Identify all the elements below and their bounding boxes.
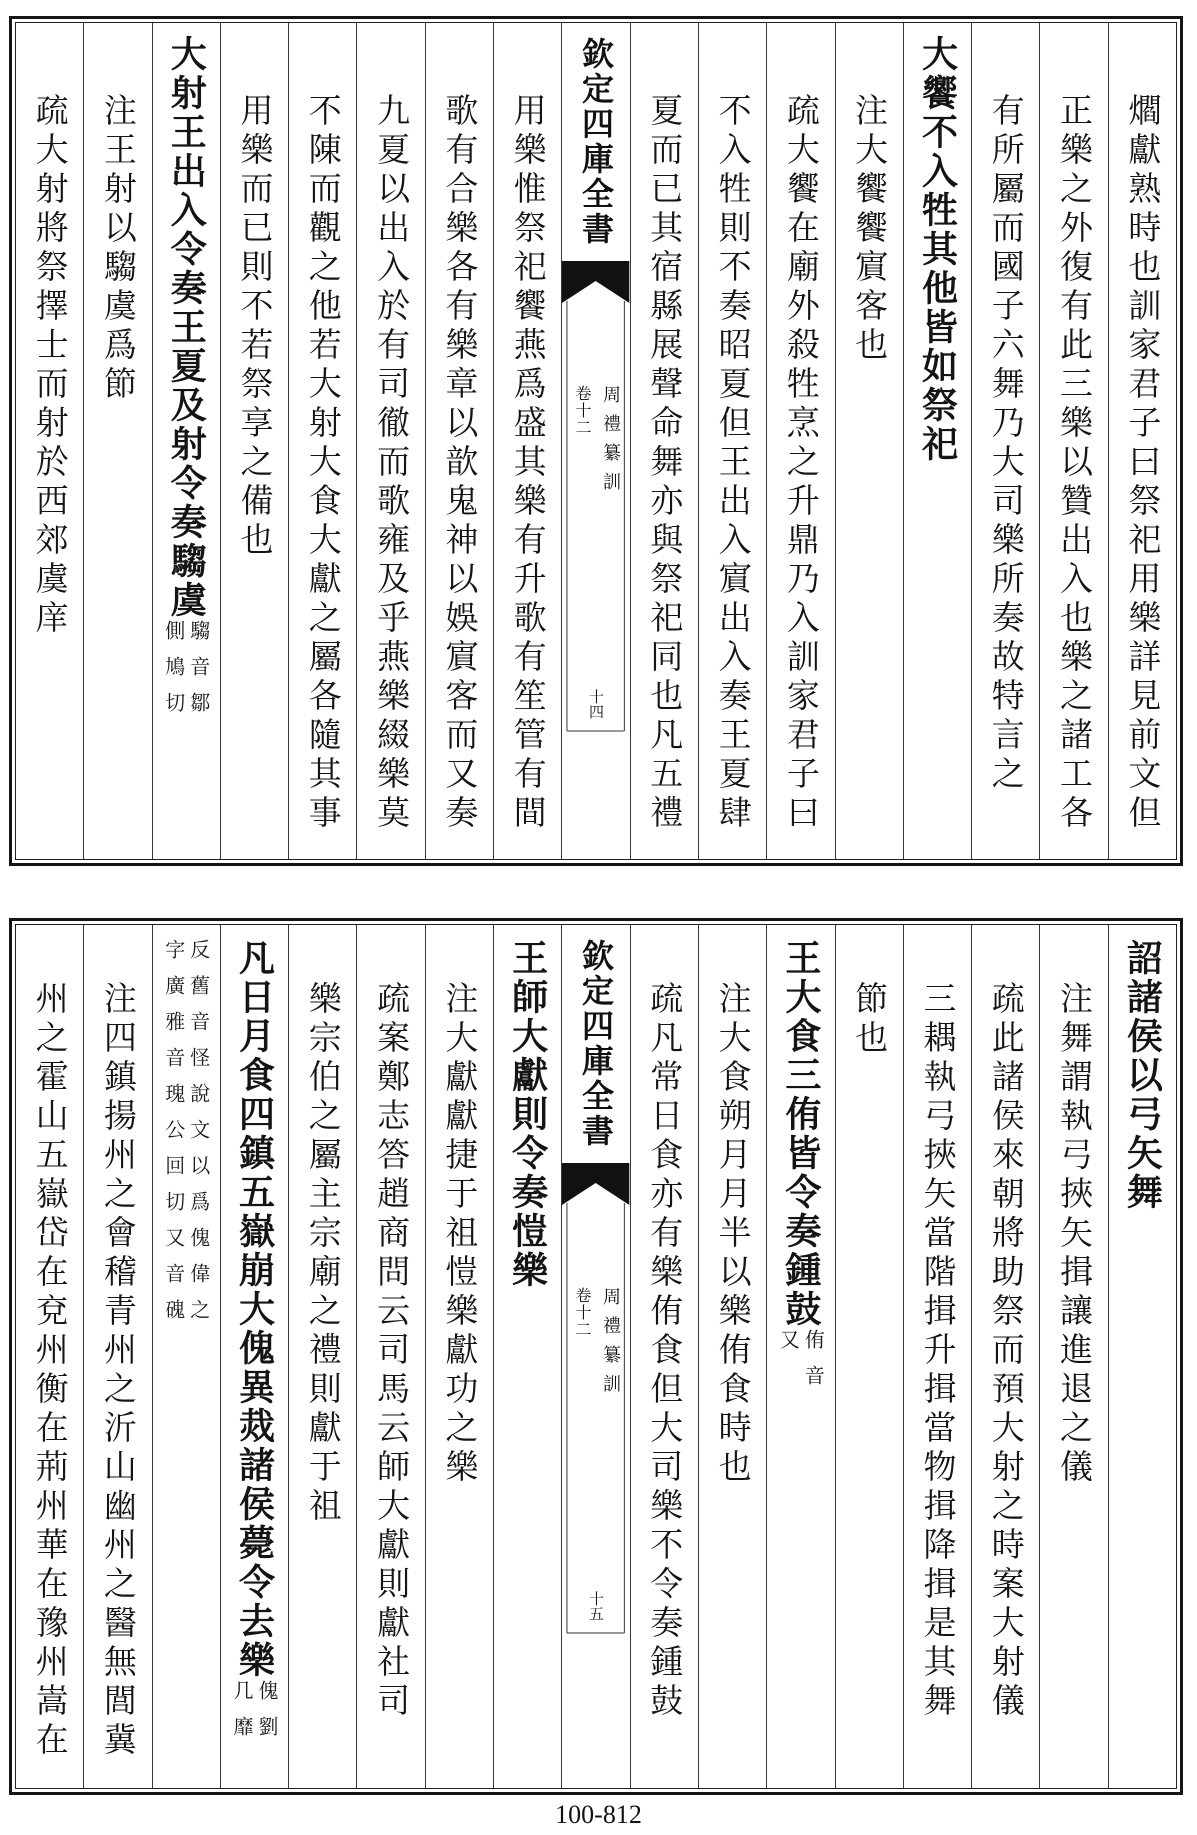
text-column: [698, 23, 766, 859]
book-series-title: 欽定四庫全書: [576, 939, 615, 1149]
column-text: 九夏以出入於有司徹而歌雍及乎燕樂綴樂莫: [372, 93, 412, 834]
note-line-left: 又: [776, 1329, 801, 1365]
text-column: [766, 925, 834, 1788]
page-panel-bottom: [9, 918, 1183, 1795]
column-text: 注大獻獻捷于祖愷樂獻功之樂: [440, 981, 480, 1488]
text-column: [903, 925, 971, 1788]
column-text: 節也: [850, 981, 890, 1059]
column-text: 正樂之外復有此三樂以贊出入也樂之諸工各: [1055, 93, 1095, 834]
column-text: 疏此諸侯來朝將助祭而預大射之時案大射儀: [986, 981, 1026, 1722]
column-text: 用樂而已則不若祭享之備也: [235, 93, 275, 561]
fishtail-shape: [562, 1163, 629, 1205]
text-column: [971, 23, 1039, 859]
text-column: [425, 23, 493, 859]
column-text: 疏大饗在廟外殺牲烹之升鼎乃入訓家君子曰: [781, 93, 821, 834]
text-column: [220, 23, 288, 859]
leaf-number: 十五: [586, 1591, 605, 1621]
note-line-right: 侑音: [801, 1329, 826, 1401]
text-column: [493, 23, 561, 859]
page-frame: [15, 22, 1177, 860]
column-text: 注王射以騶虞爲節: [98, 93, 138, 405]
note-line-left: 側鳩切: [161, 620, 186, 728]
text-column: [288, 925, 356, 1788]
book-name: 周禮纂訓: [599, 1287, 621, 1403]
center-fold-column: [561, 23, 629, 859]
column-text: 夏而已其宿縣展聲命舞亦與祭祀同也凡五禮: [645, 93, 685, 834]
book-meta: [562, 385, 629, 501]
column-text: 不陳而觀之他若大射大食大獻之屬各隨其事: [303, 93, 343, 834]
text-column: [288, 23, 356, 859]
column-text: 三耦執弓挾矢當階揖升揖當物揖降揖是其舞: [918, 981, 958, 1722]
note-line-left: 字廣雅音瑰公回切又音磈: [161, 939, 186, 1335]
text-column: [83, 925, 151, 1788]
column-text: 注大饗饗賔客也: [850, 93, 890, 366]
pronunciation-note: [777, 1329, 824, 1401]
fishtail-shape: [562, 261, 629, 303]
text-column: [425, 925, 493, 1788]
note-column: [152, 925, 220, 1788]
text-column: [835, 925, 903, 1788]
text-column: [493, 925, 561, 1788]
pronunciation-note: [163, 939, 210, 1335]
text-column: [630, 23, 698, 859]
text-column: [698, 925, 766, 1788]
volume-label: 卷十二: [572, 1287, 592, 1338]
note-line-right: 反舊音怪說文以爲傀偉之: [186, 939, 211, 1335]
book-meta: [562, 1287, 629, 1403]
text-column: [630, 925, 698, 1788]
note-line-right: 騶音鄒: [186, 620, 211, 728]
column-text: 凡日月食四鎮五嶽崩大傀異烖諸侯薨令去樂: [233, 939, 276, 1680]
book-series-title: 欽定四庫全書: [576, 37, 615, 247]
note-line-left: 几靡: [229, 1680, 254, 1752]
text-column: [1108, 925, 1176, 1788]
column-text: 疏大射將祭擇士而射於西郊虞庠: [30, 93, 70, 639]
column-text: 用樂惟祭祀饗燕爲盛其樂有升歌有笙管有間: [508, 93, 548, 834]
page-frame: [15, 924, 1177, 1789]
page-panel-top: [9, 16, 1183, 866]
column-text: 爓獻熟時也訓家君子曰祭祀用樂詳見前文但: [1123, 93, 1163, 834]
column-text: 注四鎮揚州之會稽青州之沂山幽州之醫無閭冀: [98, 981, 138, 1761]
column-text: 王師大獻則令奏愷樂: [506, 939, 549, 1290]
text-column: [1108, 23, 1176, 859]
note-line-right: 傀劉: [254, 1680, 279, 1752]
center-fold-column: [561, 925, 629, 1788]
column-text: 疏凡常日食亦有樂侑食但大司樂不令奏鍾鼓: [645, 981, 685, 1722]
pronunciation-note: [163, 620, 210, 728]
text-column: [16, 23, 83, 859]
column-text: 大射王出入令奏王夏及射令奏騶虞: [165, 35, 208, 620]
folio-number: 100-812: [555, 1800, 642, 1829]
pronunciation-note: [231, 1680, 278, 1752]
column-text: 注舞謂執弓挾矢揖讓進退之儀: [1055, 981, 1095, 1488]
column-text: 歌有合樂各有樂章以歆鬼神以娛賔客而又奏: [440, 93, 480, 834]
column-text: 有所屬而國子六舞乃大司樂所奏故特言之: [986, 93, 1026, 795]
text-column: [220, 925, 288, 1788]
text-column: [1039, 925, 1107, 1788]
text-column: [835, 23, 903, 859]
text-column: [16, 925, 83, 1788]
text-column: [971, 925, 1039, 1788]
volume-label: 卷十二: [572, 385, 592, 436]
book-name: 周禮纂訓: [599, 385, 621, 501]
text-column: [903, 23, 971, 859]
text-column: [356, 925, 424, 1788]
column-text: 樂宗伯之屬主宗廟之禮則獻于祖: [303, 981, 343, 1527]
column-text: 疏案鄭志答趙商問云司馬云師大獻則獻社司: [372, 981, 412, 1722]
column-text: 詔諸侯以弓矢舞: [1121, 939, 1164, 1212]
leaf-number: 十四: [586, 689, 605, 719]
text-column: [152, 23, 220, 859]
column-text: 州之霍山五嶽岱在兗州衡在荊州華在豫州嵩在: [30, 981, 70, 1761]
column-text: 注大食朔月月半以樂侑食時也: [713, 981, 753, 1488]
column-text: 不入牲則不奏昭夏但王出入賔出入奏王夏肆: [713, 93, 753, 834]
text-column: [83, 23, 151, 859]
text-column: [356, 23, 424, 859]
column-text: 大饗不入牲其他皆如祭祀: [916, 35, 959, 464]
text-column: [1039, 23, 1107, 859]
column-text: 王大食三侑皆令奏鍾鼓: [779, 939, 822, 1329]
text-column: [766, 23, 834, 859]
